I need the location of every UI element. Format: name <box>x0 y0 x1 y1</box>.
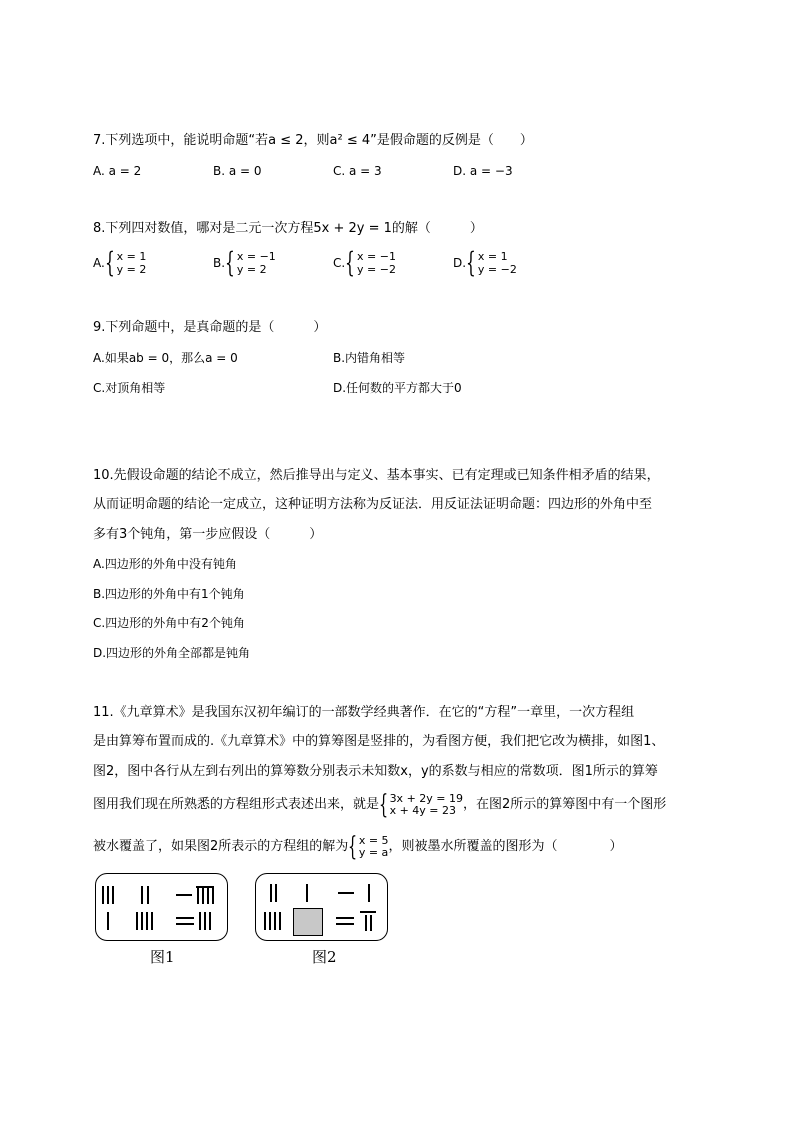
figure2-caption: 图2 <box>312 948 337 966</box>
q8-option-c <box>333 246 396 279</box>
rod-horizontal <box>176 917 194 919</box>
rod-horizontal <box>360 911 376 913</box>
rod-horizontal <box>176 923 194 925</box>
q11-line3: 图2，图中各行从左到右列出的算筹数分别表示未知数x，y的系数与相应的常数项．图1所示的算筹 <box>93 764 658 779</box>
rod-vertical <box>264 912 266 930</box>
q9-option-d: D.任何数的平方都大于0 <box>333 381 462 395</box>
rod-vertical <box>136 912 138 930</box>
q9-option-b: B.内错角相等 <box>333 351 406 365</box>
q7-option-b: B. a = 0 <box>213 164 262 178</box>
rod-vertical <box>368 884 370 902</box>
rod-vertical <box>204 912 206 930</box>
rod-horizontal <box>338 892 354 894</box>
rod-vertical <box>151 912 153 930</box>
rod-vertical <box>365 915 367 931</box>
q7-option-c: C. a = 3 <box>333 164 382 178</box>
q10-option-c: C.四边形的外角中有2个钝角 <box>93 616 245 630</box>
q10-line1: 10.先假设命题的结论不成立，然后推导出与定义、基本事实、已有定理或已知条件相矛盾的结果， <box>93 468 660 483</box>
q11-line2: 是由算筹布置而成的.《九章算术》中的算筹图是竖排的，为看图方便，我们把它改为横排，如图1、 <box>93 734 665 749</box>
q7-option-d: D. a = −3 <box>453 164 513 178</box>
q8-option-c-line1: x = −1 <box>357 250 396 263</box>
ink-covered-block <box>293 908 323 936</box>
q8-option-b-line2: y = 2 <box>236 263 267 276</box>
q11-line5-text-b: ，则被墨水所覆盖的图形为（ ） <box>388 839 623 854</box>
q11-system2-eq2: y = a <box>358 846 389 859</box>
q8-option-b <box>213 246 276 279</box>
q11-line4 <box>93 792 666 818</box>
q8-option-d-line1: x = 1 <box>477 250 508 263</box>
q10-line3: 多有3个钝角，第一步应假设（ ） <box>93 527 323 542</box>
brace-icon: { <box>348 832 358 862</box>
q7-stem: 7.下列选项中，能说明命题“若a ≤ 2，则a² ≤ 4”是假命题的反例是（ ） <box>93 133 533 148</box>
q11-line4-text-b: ，在图2所示的算筹图中有一个图形 <box>463 797 667 812</box>
rod-vertical <box>202 886 204 904</box>
q8-option-a-line1: x = 1 <box>116 250 147 263</box>
q8-option-c-line2: y = −2 <box>357 263 396 276</box>
rod-vertical <box>209 912 211 930</box>
q10-option-d: D.四边形的外角全部都是钝角 <box>93 646 251 660</box>
rod-vertical <box>141 886 143 904</box>
q11-line5 <box>93 834 623 860</box>
q8-option-b-line1: x = −1 <box>236 250 276 263</box>
q8-option-c-label: C. <box>333 256 346 270</box>
rod-horizontal <box>176 894 192 896</box>
rod-vertical <box>112 886 114 904</box>
q9-option-c: C.对顶角相等 <box>93 381 166 395</box>
rod-vertical <box>146 912 148 930</box>
rod-vertical <box>107 912 109 930</box>
rod-vertical <box>270 884 272 902</box>
q10-option-b: B.四边形的外角中有1个钝角 <box>93 587 245 601</box>
rod-vertical <box>275 884 277 902</box>
q11-system1 <box>379 792 463 818</box>
brace-icon: { <box>104 246 115 279</box>
q11-system2 <box>348 834 388 860</box>
brace-icon: { <box>225 246 235 279</box>
rod-vertical <box>274 912 276 930</box>
q10-line2: 从而证明命题的结论一定成立，这种证明方法称为反证法．用反证法证明命题：四边形的外角中至 <box>93 497 653 512</box>
rod-vertical <box>197 886 199 904</box>
q8-option-a <box>93 246 147 279</box>
q11-system2-eq1: x = 5 <box>358 834 389 847</box>
figure1-caption: 图1 <box>150 948 175 966</box>
rod-vertical <box>147 886 149 904</box>
q11-line5-text-a: 被水覆盖了，如果图2所表示的方程组的解为 <box>93 839 349 854</box>
q9-option-a: A.如果ab = 0，那么a = 0 <box>93 351 238 365</box>
rod-vertical <box>102 886 104 904</box>
q8-option-d <box>453 246 517 279</box>
rod-vertical <box>279 912 281 930</box>
q7-option-a: A. a = 2 <box>93 164 142 178</box>
rod-vertical <box>107 886 109 904</box>
q10-option-a: A.四边形的外角中没有钝角 <box>93 557 237 571</box>
q8-option-a-line2: y = 2 <box>116 263 147 276</box>
q8-option-a-label: A. <box>93 256 105 270</box>
q11-line4-text-a: 图用我们现在所熟悉的方程组形式表述出来，就是 <box>93 797 380 812</box>
q11-system1-eq2: x + 4y = 23 <box>389 804 456 817</box>
rod-vertical <box>207 886 209 904</box>
brace-icon: { <box>466 246 476 279</box>
brace-icon: { <box>345 246 356 279</box>
q8-stem: 8.下列四对数值，哪对是二元一次方程5x + 2y = 1的解（ ） <box>93 221 483 236</box>
rod-horizontal <box>336 917 354 919</box>
rod-vertical <box>306 884 308 902</box>
q9-stem: 9.下列命题中，是真命题的是（ ） <box>93 320 327 335</box>
rod-vertical <box>141 912 143 930</box>
rod-vertical <box>370 915 372 931</box>
q8-option-d-label: D. <box>453 256 467 270</box>
q11-line1: 11.《九章算术》是我国东汉初年编订的一部数学经典著作．在它的“方程”一章里，一次方程组 <box>93 705 635 720</box>
figure2-counting-rods <box>255 873 388 941</box>
q8-option-d-line2: y = −2 <box>477 263 517 276</box>
q8-option-b-label: B. <box>213 256 226 270</box>
figure1-counting-rods <box>95 873 228 941</box>
q11-system1-eq1: 3x + 2y = 19 <box>389 792 463 805</box>
brace-icon: { <box>379 790 389 820</box>
rod-vertical <box>269 912 271 930</box>
rod-vertical <box>199 912 201 930</box>
rod-horizontal <box>336 923 354 925</box>
rod-vertical <box>212 886 214 904</box>
